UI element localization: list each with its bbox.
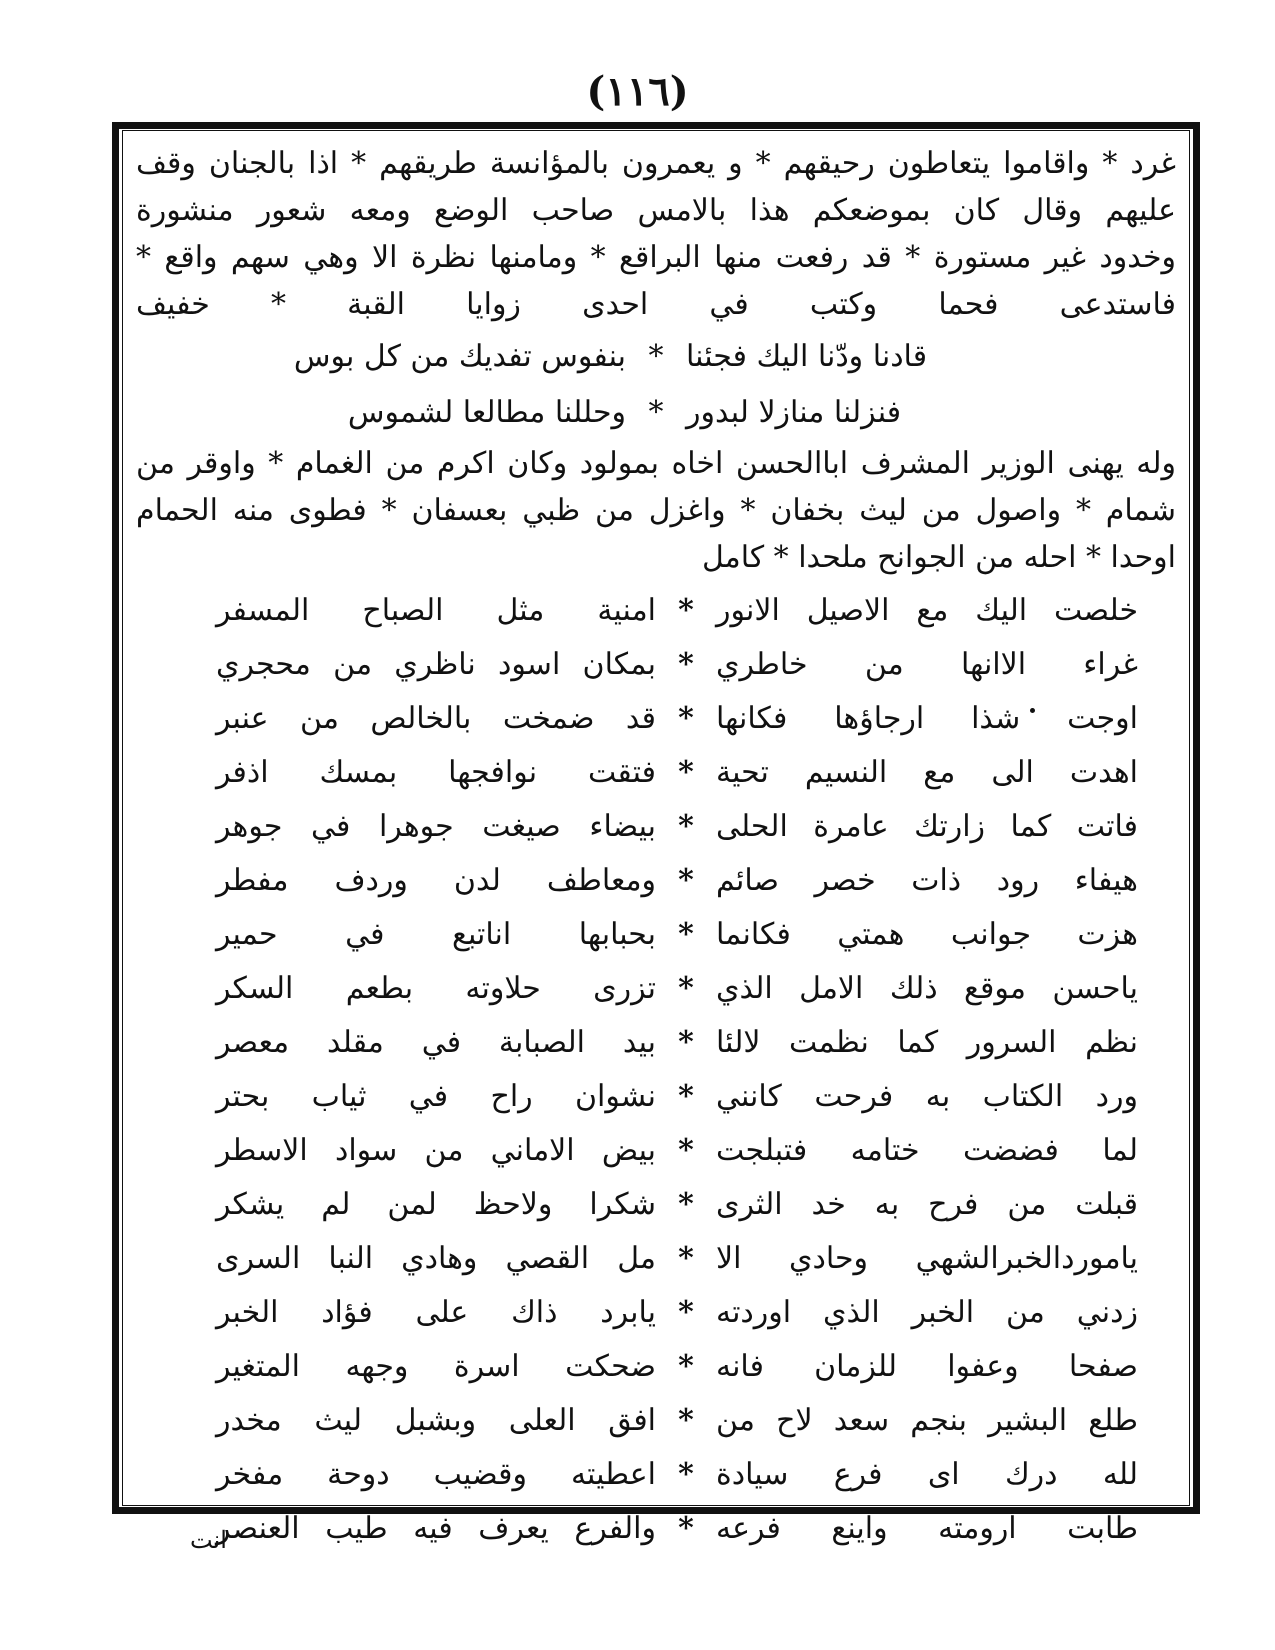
verse-line <box>136 1123 1176 1177</box>
second-hemistich: يابرد ذاك على فؤاد الخبر <box>216 1294 656 1330</box>
verse-separator: * <box>678 1132 694 1168</box>
first-hemistich: اهدت الى مع النسيم تحية <box>716 754 1138 790</box>
verse-separator: * <box>678 970 694 1006</box>
verse-separator: * <box>678 700 694 736</box>
second-hemistich: فتقت نوافجها بمسك اذفر <box>216 754 656 790</box>
prose-line: غرد * واقاموا يتعاطون رحيقهم * و يعمرون بالمؤانسة طريقهم * اذا بالجنان وقف <box>136 146 1176 181</box>
verse-line <box>136 328 1176 384</box>
verse-separator: * <box>648 338 664 374</box>
verse-separator: * <box>678 1348 694 1384</box>
second-hemistich: مل القصي وهادي النبا السرى <box>216 1240 656 1276</box>
catchword: انت <box>190 1526 227 1554</box>
first-hemistich: ورد الكتاب به فرحت كانني <box>716 1078 1138 1114</box>
prose-block-1 <box>136 140 1176 328</box>
first-hemistich: ياموردالخبرالشهي وحادي الا <box>716 1240 1138 1276</box>
verse-line <box>136 691 1176 745</box>
verse-separator: * <box>678 754 694 790</box>
first-hemistich: قادنا ودّنا اليك فجئنا <box>686 338 928 374</box>
verse-separator: * <box>678 646 694 682</box>
verse-separator: * <box>678 808 694 844</box>
second-hemistich: بحبابها اناتبع في حمير <box>216 916 656 952</box>
prose-line: فاستدعى فحما وكتب في احدى زوايا القبة * خفيف <box>136 287 1176 322</box>
second-hemistich: بمكان اسود ناظري من محجري <box>216 646 656 682</box>
second-hemistich: امنية مثل الصباح المسفر <box>216 592 656 628</box>
second-hemistich: وحللنا مطالعا لشموس <box>347 394 626 430</box>
first-hemistich: لما فضضت ختامه فتبلجت <box>716 1132 1138 1168</box>
first-hemistich: ياحسن موقع ذلك الامل الذي <box>716 970 1138 1006</box>
second-hemistich: والفرع يعرف فيه طيب العنصر <box>216 1510 656 1546</box>
verse-line <box>136 637 1176 691</box>
first-hemistich: نظم السرور كما نظمت لالئا <box>716 1024 1138 1060</box>
verse-line <box>136 745 1176 799</box>
verse-separator: * <box>678 1402 694 1438</box>
second-hemistich: تزرى حلاوته بطعم السكر <box>216 970 656 1006</box>
verse-set-2 <box>136 583 1176 1555</box>
verse-separator: * <box>678 1240 694 1276</box>
first-hemistich: اوجت شذا ارجاؤها فكانها <box>716 700 1138 736</box>
second-hemistich: اعطيته وقضيب دوحة مفخر <box>216 1456 656 1492</box>
verse-set-1 <box>136 328 1176 440</box>
page-number: (١١٦) <box>586 68 689 115</box>
first-hemistich: طابت ارومته واينع فرعه <box>716 1510 1138 1546</box>
verse-separator: * <box>678 862 694 898</box>
verse-line <box>136 1177 1176 1231</box>
first-hemistich: هزت جوانب همتي فكانما <box>716 916 1138 952</box>
second-hemistich: بيض الاماني من سواد الاسطر <box>216 1132 656 1168</box>
prose-line: وخدود غير مستورة * قد رفعت منها البراقع * ومامنها نظرة الا وهي سهم واقع * <box>136 240 1176 275</box>
verse-separator: * <box>678 1078 694 1114</box>
first-hemistich: قبلت من فرح به خد الثرى <box>716 1186 1138 1222</box>
second-hemistich: بنفوس تفديك من كل بوس <box>293 338 626 374</box>
verse-line <box>136 853 1176 907</box>
verse-line <box>136 961 1176 1015</box>
verse-line <box>136 907 1176 961</box>
verse-line <box>136 1015 1176 1069</box>
first-hemistich: لله درك اى فرع سيادة <box>716 1456 1138 1492</box>
prose-line: وله يهنى الوزير المشرف اباالحسن اخاه بمولود وكان اكرم من الغمام * واوقر من <box>136 446 1176 481</box>
verse-separator: * <box>678 1294 694 1330</box>
second-hemistich: بيد الصبابة في مقلد معصر <box>216 1024 656 1060</box>
verse-separator: * <box>678 1024 694 1060</box>
verse-line <box>136 1447 1176 1501</box>
second-hemistich: قد ضمخت بالخالص من عنبر <box>216 700 656 736</box>
verse-line <box>136 1339 1176 1393</box>
first-hemistich: فاتت كما زارتك عامرة الحلى <box>716 808 1138 844</box>
verse-line <box>136 1393 1176 1447</box>
verse-separator: * <box>678 1186 694 1222</box>
prose-line: عليهم وقال كان بموضعكم هذا بالامس صاحب الوضع ومعه شعور منشورة <box>136 193 1176 228</box>
verse-line <box>136 1285 1176 1339</box>
first-hemistich: زدني من الخبر الذي اوردته <box>716 1294 1138 1330</box>
verse-line <box>136 384 1176 440</box>
first-hemistich: هيفاء رود ذات خصر صائم <box>716 862 1138 898</box>
prose-block-2 <box>136 440 1176 581</box>
verse-separator: * <box>678 1510 694 1546</box>
first-hemistich: طلع البشير بنجم سعد لاح من <box>716 1402 1138 1438</box>
prose-line: اوحدا * احله من الجوانح ملحدا * كامل <box>701 540 1176 575</box>
verse-separator: * <box>678 592 694 628</box>
first-hemistich: غراء الاانها من خاطري <box>716 646 1138 682</box>
second-hemistich: بيضاء صيغت جوهرا في جوهر <box>216 808 656 844</box>
first-hemistich: فنزلنا منازلا لبدور <box>686 394 902 430</box>
verse-line <box>136 799 1176 853</box>
first-hemistich: صفحا وعفوا للزمان فانه <box>716 1348 1138 1384</box>
first-hemistich: خلصت اليك مع الاصيل الانور <box>716 592 1138 628</box>
second-hemistich: نشوان راح في ثياب بحتر <box>216 1078 656 1114</box>
verse-line <box>136 1231 1176 1285</box>
verse-separator: * <box>678 1456 694 1492</box>
second-hemistich: افق العلى وبشبل ليث مخدر <box>216 1402 656 1438</box>
prose-line: شمام * واصول من ليث بخفان * واغزل من ظبي بعسفان * فطوى منه الحمام <box>136 493 1176 528</box>
second-hemistich: شكرا ولاحظ لمن لم يشكر <box>216 1186 656 1222</box>
verse-line <box>136 1069 1176 1123</box>
verse-separator: * <box>678 916 694 952</box>
verse-separator: * <box>648 394 664 430</box>
second-hemistich: ومعاطف لدن وردف مفطر <box>216 862 656 898</box>
second-hemistich: ضحكت اسرة وجهه المتغير <box>216 1348 656 1384</box>
verse-line <box>136 583 1176 637</box>
verse-line <box>136 1501 1176 1555</box>
